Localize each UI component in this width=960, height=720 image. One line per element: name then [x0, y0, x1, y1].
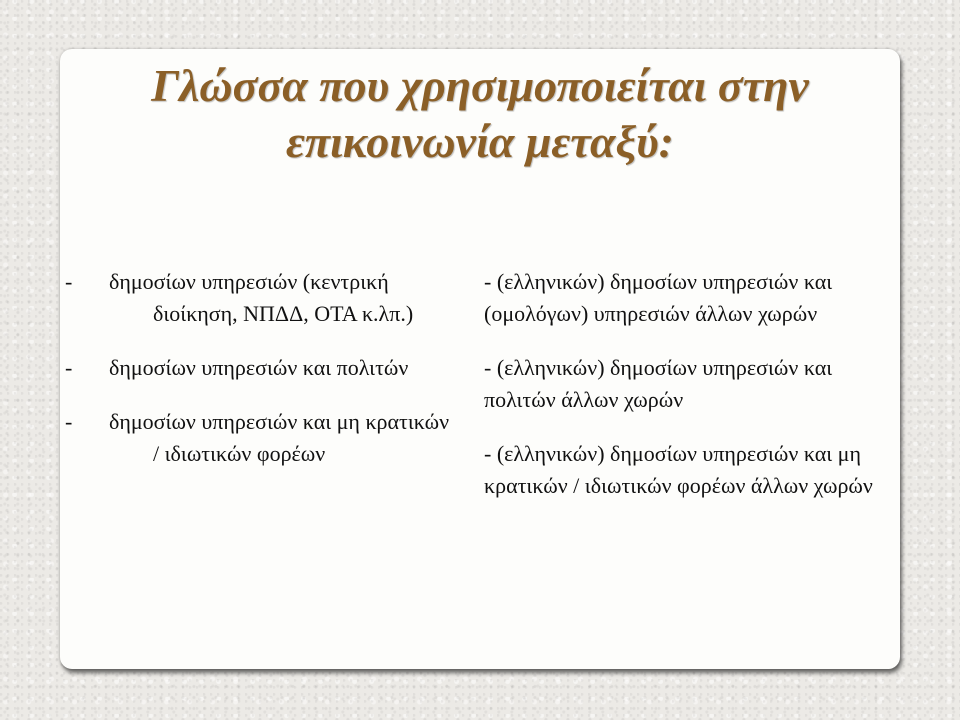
dash-bullet: -	[65, 269, 73, 294]
slide-title-line-1: Γλώσσα που χρησιμοποιείται στην	[151, 60, 809, 111]
left-column	[65, 266, 460, 492]
right-list-item: - (ελληνικών) δημοσίων υπηρεσιών και μη κρατικών / ιδιωτικών φορέων άλλων χωρών	[484, 441, 873, 498]
left-list-item	[65, 266, 460, 330]
dash-bullet: -	[65, 409, 73, 434]
left-item-text: δημοσίων υπηρεσιών και πολιτών	[109, 355, 409, 380]
dash-bullet: -	[65, 355, 73, 380]
left-item-text: δημοσίων υπηρεσιών και μη κρατικών / ιδιωτικών φορέων	[109, 409, 450, 466]
slide-title-line-2: επικοινωνία μεταξύ:	[285, 116, 675, 167]
slide-title	[60, 58, 900, 170]
right-column	[484, 266, 884, 524]
right-list-item: - (ελληνικών) δημοσίων υπηρεσιών και (ομολόγων) υπηρεσιών άλλων χωρών	[484, 269, 833, 326]
right-list-item: - (ελληνικών) δημοσίων υπηρεσιών και πολιτών άλλων χωρών	[484, 355, 833, 412]
left-list-item	[65, 406, 460, 470]
left-item-text: δημοσίων υπηρεσιών (κεντρική διοίκηση, ΝΠΔΔ, ΟΤΑ κ.λπ.)	[109, 269, 414, 326]
left-list-item	[65, 352, 460, 384]
